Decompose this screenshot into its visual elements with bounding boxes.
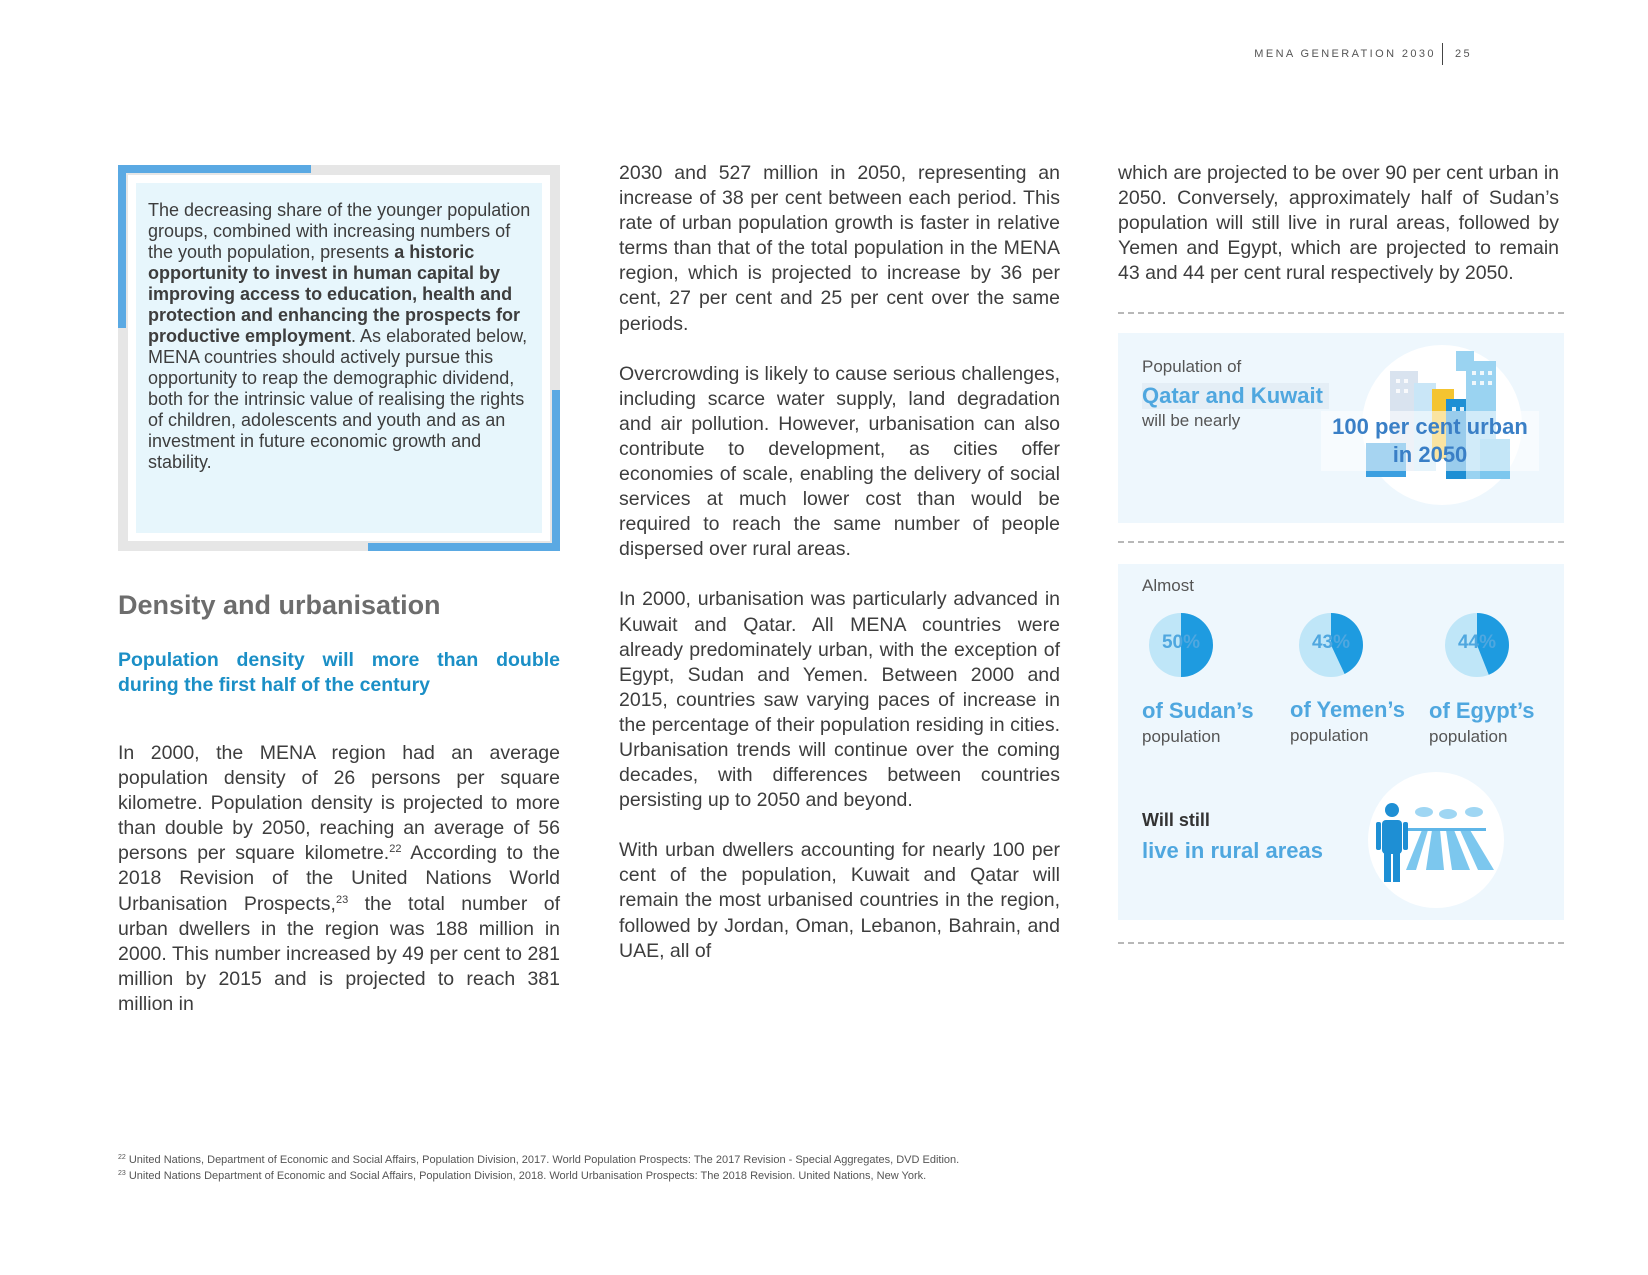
page-number: 25 (1454, 48, 1472, 60)
sudan-population: population (1142, 727, 1221, 746)
column-3-body (1118, 161, 1559, 286)
callout-accent-right (552, 390, 560, 551)
header-divider (1442, 43, 1443, 65)
rural-landscape-icon (1366, 770, 1506, 910)
pie-egypt-label: 44% (1457, 632, 1497, 653)
almost-label: Almost (1142, 576, 1194, 595)
paragraph: which are projected to be over 90 per cent urban in 2050. Conversely, approximately half of Sudan’s population will still live in rural areas, followed by Yemen and Egypt, which are projected to remain 43 and 44 per cent rural respectively by 2050. (1118, 162, 1559, 285)
footnote-ref-22: 22 (389, 843, 402, 856)
dashed-divider (1118, 541, 1564, 543)
yemen-population: population (1290, 726, 1369, 745)
callout-text: The decreasing share of the younger population groups, combined with increasing numbers of the youth population, presents a historic opportunity to invest in human capital by improving access to education, health and protection and enhancing the prospects for productive employment. As elaborated below, MENA countries should actively pursue this opportunity to reap the demographic dividend, both for the intrinsic value of realising the rights of children, adolescents and youth and as an investment in future economic growth and stability. (148, 200, 531, 472)
paragraph: In 2000, the MENA region had an average population density of 26 persons per square kilometre. Population density is projected to more than double by 2050, reaching an average of 56 persons per square kilometre.$^{22}$ According to the 2018 Revision of the United Nations World Urbanisation Prospects,$^{23}$ the total number of urban dwellers in the region was 188 million in 2000. This number increased by 49 per cent to 281 million by 2015 and is projected to reach 381 million in (118, 742, 560, 1015)
footnotes (118, 1152, 959, 1184)
callout-accent-bottom (368, 543, 560, 551)
paragraph: With urban dwellers accounting for nearly 100 per cent of the population, Kuwait and Qatar will remain the most urbanised countries in the region, followed by Jordan, Oman, Lebanon, Bahrain, and UAE, all of (619, 839, 1060, 962)
urban-label-3: will be nearly (1142, 411, 1241, 430)
footnote-ref-23: 23 (335, 893, 349, 906)
section-subheading: Population density will more than double during the first half of the century (118, 649, 560, 696)
callout-accent-top (118, 165, 311, 173)
dashed-divider (1118, 312, 1564, 314)
publication-title: MENA GENERATION 2030 (1254, 48, 1436, 60)
urban-countries: Qatar and Kuwait (1142, 383, 1329, 409)
will-still-label: Will still (1142, 810, 1210, 830)
egypt-label: of Egypt’s (1429, 698, 1535, 723)
dashed-divider (1118, 942, 1564, 944)
pie-sudan-label: 50% (1161, 632, 1201, 653)
footnote-23: $^{23}$ United Nations Department of Economic and Social Affairs, Population Division, 2018. World Urbanisation Prospects: The 2018 Revision. United Nations, New York. (118, 1170, 927, 1182)
callout-box (118, 165, 560, 551)
urban-headline: 100 per cent urban in 2050 (1332, 414, 1528, 467)
rural-areas-label: live in rural areas (1142, 838, 1323, 863)
paragraph: In 2000, urbanisation was particularly advanced in Kuwait and Qatar. All MENA countries were already predominately urban, with the exception of Egypt, Sudan and Yemen. Between 2000 and 2015, countries saw varying paces of increase in the percentage of their population residing in cities. Urbanisation trends will continue over the coming decades, with differences between countries persisting up to 2050 and beyond. (619, 588, 1060, 812)
section-heading: Density and urbanisation (118, 590, 441, 620)
rural-infographic (1118, 564, 1564, 920)
callout-accent-left (118, 165, 126, 328)
paragraph: Overcrowding is likely to cause serious challenges, including scarce water supply, land degradation and air pollution. However, urbanisation can also contribute to development, as cities offer economies of scale, enabling the delivery of social services at much lower cost than would be required to reach the same number of people dispersed over rural areas. (619, 362, 1060, 561)
footnote-22: $^{22}$ United Nations, Department of Economic and Social Affairs, Population Division, 2017. World Population Prospects: The 2017 Revision - Special Aggregates, DVD Edition. (118, 1154, 960, 1166)
callout-emphasis: a historic opportunity to invest in human capital by improving access to education, health and protection and enhancing the prospects for productive employment (148, 242, 521, 346)
column-1-body (118, 741, 560, 1017)
urban-label-1: Population of (1142, 357, 1242, 376)
running-header (1254, 43, 1472, 65)
column-2-body (619, 161, 1060, 964)
egypt-population: population (1429, 727, 1508, 746)
pie-yemen (1298, 612, 1364, 678)
pie-egypt (1444, 612, 1510, 678)
pie-yemen-label: 43% (1311, 632, 1351, 653)
yemen-label: of Yemen’s (1290, 697, 1405, 722)
paragraph: 2030 and 527 million in 2050, representing an increase of 38 per cent between each period. This rate of urban population growth is faster in relative terms than that of the total population in the MENA region, which is projected to increase by 36 per cent, 27 per cent and 25 per cent over the same periods. (619, 162, 1060, 335)
sudan-label: of Sudan’s (1142, 698, 1254, 723)
pie-sudan (1148, 612, 1214, 678)
urban-infographic (1118, 333, 1564, 523)
